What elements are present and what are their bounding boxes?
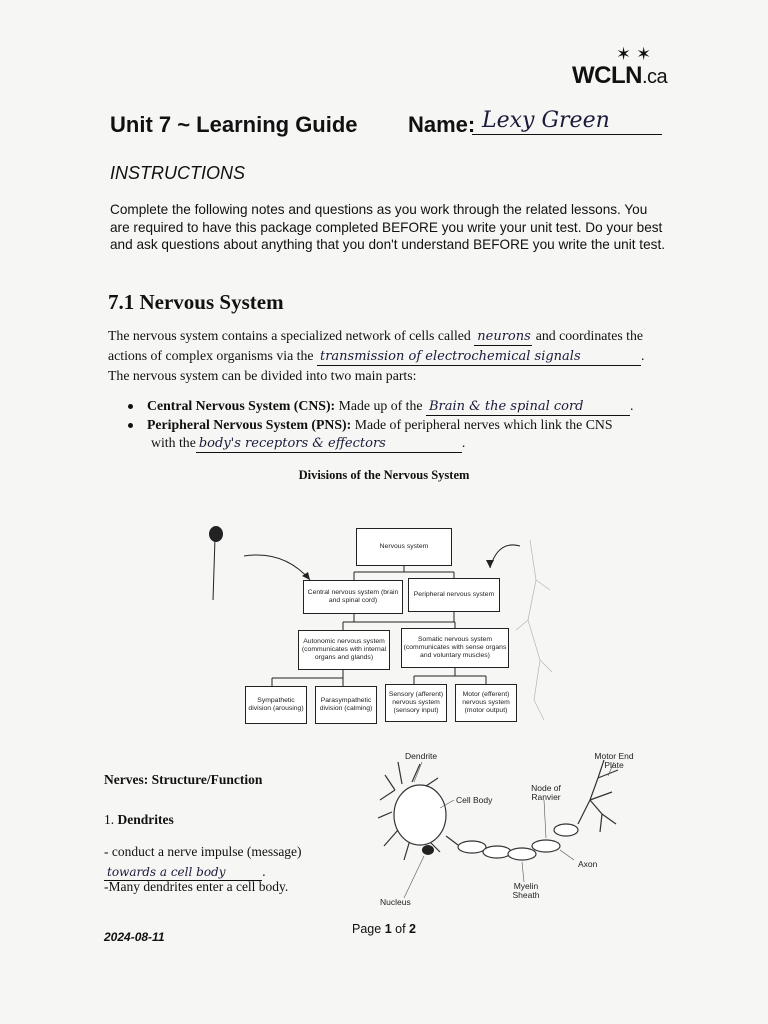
neurons-blank[interactable]: neurons — [474, 329, 532, 346]
nerves-heading: Nerves: Structure/Function — [104, 772, 263, 787]
star-logo-icon: ✶ ✶ — [616, 44, 652, 64]
pns-label: Peripheral Nervous System (PNS): — [147, 417, 352, 432]
box-central-nervous-system: Central nervous system (brain and spinal cord) — [303, 580, 403, 614]
box-autonomic-nervous-system: Autonomic nervous system (communicates with internal organs and glands) — [298, 630, 390, 670]
dendrites-title: Dendrites — [117, 812, 174, 827]
intro-text-5: The nervous system can be divided into two main parts: — [108, 368, 417, 383]
dendrites-line-3: -Many dendrites enter a cell body. — [104, 879, 289, 894]
page-number — [352, 922, 416, 936]
label-nucleus: Nucleus — [380, 897, 411, 907]
cns-blank[interactable]: Brain & the spinal cord — [426, 399, 630, 416]
label-motor-end-plate: Motor End Plate — [594, 751, 634, 770]
box-peripheral-nervous-system: Peripheral nervous system — [408, 578, 500, 612]
dendrites-line-1: - conduct a nerve impulse (message) — [104, 844, 302, 859]
page-total: 2 — [409, 922, 416, 936]
box-parasympathetic-division: Parasympathetic division (calming) — [315, 686, 377, 724]
pns-text-2: with the — [151, 435, 196, 450]
box-sympathetic-division: Sympathetic division (arousing) — [245, 686, 307, 724]
intro-text-4: . — [640, 348, 645, 363]
pns-text: Made of peripheral nerves which link the CNS — [354, 417, 613, 432]
list-item-continued: with the body's receptors & effectors . — [151, 435, 466, 451]
name-label: Name: — [408, 112, 476, 137]
instructions-body: Complete the following notes and questions as you work through the related lessons. You are required to have this package completed BEFORE you write your unit test. Do your best and ask questions about anything that you don't understand BEFORE you write the unit test. — [110, 202, 665, 252]
signals-blank[interactable]: transmission of electrochemical signals — [317, 349, 641, 366]
dendrites-heading — [104, 812, 174, 828]
cns-label: Central Nervous System (CNS): — [147, 398, 336, 413]
label-cell-body: Cell Body — [456, 795, 493, 805]
pns-blank[interactable]: body's receptors & effectors — [196, 436, 462, 453]
section-title: 7.1 Nervous System — [108, 290, 284, 314]
intro-text-2: and coordinates the — [535, 328, 643, 343]
diagram-title: Divisions of the Nervous System — [298, 468, 470, 482]
logo-brand: WCLN — [572, 62, 642, 89]
page-title: Unit 7 ~ Learning Guide — [110, 112, 358, 137]
label-myelin-sheath: Myelin Sheath — [512, 881, 540, 900]
dendrites-number: 1. — [104, 812, 115, 827]
list-item: Central Nervous System (CNS): Made up of the Brain & the spinal cord . — [128, 397, 688, 416]
name-field[interactable]: Lexy Green — [482, 108, 610, 133]
dendrites-blank[interactable]: towards a cell body — [104, 864, 262, 881]
date-stamp: 2024-08-11 — [104, 930, 165, 944]
box-nervous-system: Nervous system — [356, 528, 452, 566]
page-current: 1 — [384, 922, 392, 936]
logo-suffix: .ca — [641, 66, 668, 88]
box-somatic-nervous-system: Somatic nervous system (communicates with sense organs and voluntary muscles) — [401, 628, 509, 668]
instructions-heading: INSTRUCTIONS — [110, 163, 245, 183]
label-axon: Axon — [578, 859, 598, 869]
label-node-of-ranvier: Node of Ranvier — [531, 783, 561, 802]
page-prefix: Page — [352, 922, 382, 936]
label-dendrite: Dendrite — [405, 751, 438, 761]
dendrites-line-2: towards a cell body . — [104, 864, 266, 881]
intro-text-3: actions of complex organisms via the — [108, 348, 314, 363]
box-sensory-nervous-system: Sensory (afferent) nervous system (sensory input) — [385, 684, 447, 722]
intro-text-1: The nervous system contains a specialized network of cells called — [108, 328, 471, 343]
box-motor-nervous-system: Motor (efferent) nervous system (motor output) — [455, 684, 517, 722]
page-of: of — [395, 922, 406, 936]
cns-text: Made up of the — [338, 398, 423, 413]
